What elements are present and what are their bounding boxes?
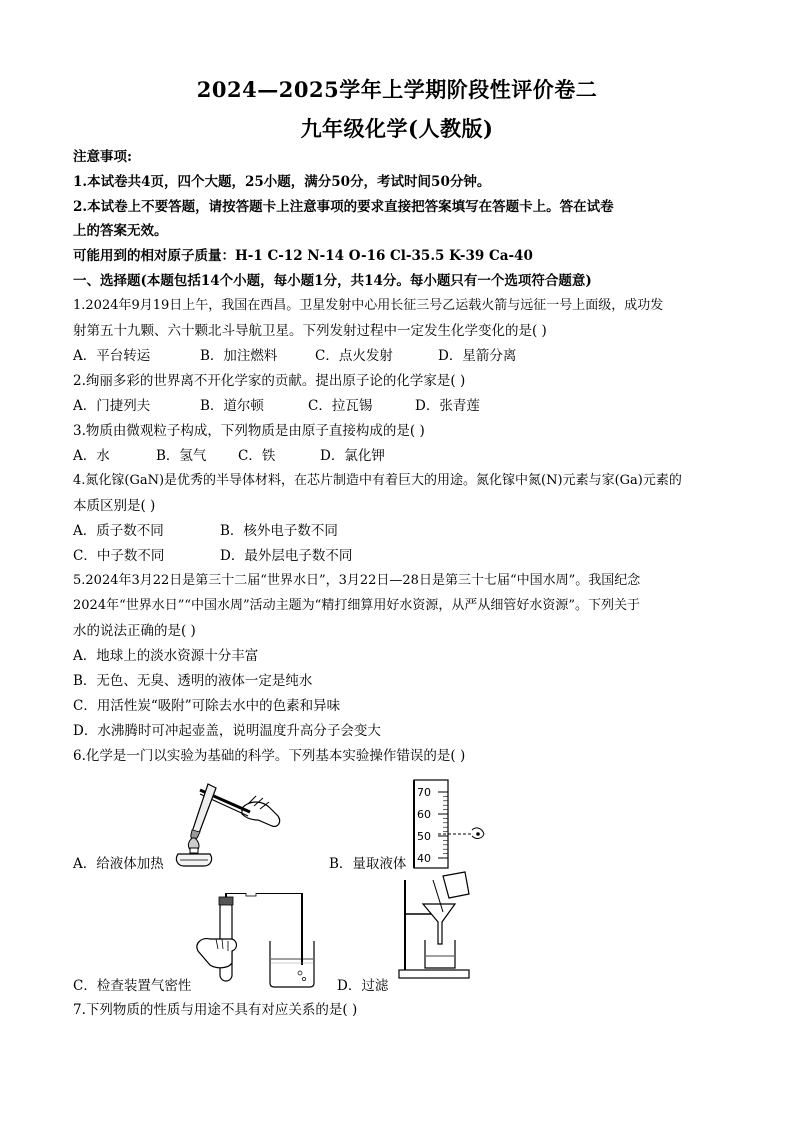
q1-option-d: D．星箭分离: [438, 348, 517, 364]
q2-option-a: A．门捷列夫: [73, 398, 151, 414]
q3-option-c: C．铁: [238, 448, 276, 464]
notice-heading: 注意事项:: [73, 149, 132, 165]
q1-option-a: A．平台转运: [73, 348, 151, 364]
q5-line-2: 2024年“世界水日”“中国水周”活动主题为“精打细算用好水资源，从严从细管好水资源”。下列关于: [73, 598, 640, 613]
q5-option-b: B．无色、无臭、透明的液体一定是纯水: [73, 673, 313, 689]
cylinder-label-60: 60: [417, 808, 431, 821]
q6-option-a: A．给液体加热: [73, 856, 164, 872]
q3-option-a: A．水: [73, 448, 110, 464]
section-1-heading: 一、选择题(本题包括14个小题，每小题1分，共14分。每小题只有一个选项符合题意): [73, 273, 592, 289]
exam-title: 2024—2025学年上学期阶段性评价卷二: [196, 77, 598, 102]
q4-line-2: 本质区别是( ): [73, 498, 156, 514]
q4-line-1: 4.氮化镓(GaN)是优秀的半导体材料，在芯片制造中有着巨大的用途。氮化镓中氮(N)元素与家(Ga)元素的: [73, 473, 682, 488]
cylinder-label-70: 70: [417, 786, 431, 799]
q6-option-d: D．过滤: [337, 978, 389, 994]
notice-item-1: 1.本试卷共4页，四个大题，25小题，满分50分，考试时间50分钟。: [73, 174, 491, 190]
airtightness-check-figure: [192, 893, 317, 988]
cylinder-label-40: 40: [417, 852, 431, 865]
q3-line-1: 3.物质由微观粒子构成，下列物质是由原子直接构成的是( ): [73, 423, 425, 439]
q6-option-b: B．量取液体: [329, 856, 407, 872]
q5-option-a: A．地球上的淡水资源十分丰富: [73, 648, 259, 664]
q4-option-d: D．最外层电子数不同: [220, 548, 353, 564]
q3-option-d: D．氯化钾: [320, 448, 385, 464]
q5-line-3: 水的说法正确的是( ): [73, 623, 196, 639]
q2-line-1: 2.绚丽多彩的世界离不开化学家的贡献。提出原子论的化学家是( ): [73, 373, 466, 389]
heating-liquid-figure: [170, 778, 285, 868]
graduated-cylinder-figure: [410, 778, 490, 870]
q6-option-c: C．检查装置气密性: [73, 978, 192, 994]
q3-option-b: B．氢气: [156, 448, 207, 464]
cylinder-label-50: 50: [417, 830, 431, 843]
q7-line-1: 7.下列物质的性质与用途不具有对应关系的是( ): [73, 1002, 358, 1018]
q4-option-c: C．中子数不同: [73, 548, 165, 564]
q2-option-b: B．道尔顿: [200, 398, 264, 414]
q1-line-2: 射第五十九颗、六十颗北斗导航卫星。下列发射过程中一定发生化学变化的是( ): [73, 323, 547, 339]
q5-line-1: 5.2024年3月22日是第三十二届“世界水日”，3月22日—28日是第三十七届“中国水周”。我国纪念: [73, 573, 641, 588]
q4-option-b: B．核外电子数不同: [220, 523, 338, 539]
q1-option-b: B．加注燃料: [200, 348, 278, 364]
q5-option-c: C．用活性炭“吸附”可除去水中的色素和异味: [73, 698, 341, 714]
q6-line-1: 6.化学是一门以实验为基础的科学。下列基本实验操作错误的是( ): [73, 748, 466, 764]
exam-subtitle: 九年级化学(人教版): [300, 116, 494, 141]
notice-item-2-line-1: 2.本试卷上不要答题，请按答题卡上注意事项的要求直接把答案填写在答题卡上。答在试卷: [73, 199, 614, 215]
q2-option-d: D．张青莲: [415, 398, 480, 414]
q1-line-1: 1.2024年9月19日上午，我国在西昌。卫星发射中心用长征三号乙运载火箭与远征一号上面级，成功发: [73, 298, 664, 313]
q2-option-c: C．拉瓦锡: [308, 398, 373, 414]
q4-option-a: A．质子数不同: [73, 523, 164, 539]
notice-item-2-line-2: 上的答案无效。: [73, 223, 168, 239]
q5-option-d: D．水沸腾时可冲起壶盖，说明温度升高分子会变大: [73, 723, 381, 739]
atomic-mass-line: 可能用到的相对原子质量：H-1 C-12 N-14 O-16 Cl-35.5 K-39 Ca-40: [73, 248, 533, 264]
filtration-figure: [395, 870, 480, 982]
q1-option-c: C．点火发射: [315, 348, 393, 364]
